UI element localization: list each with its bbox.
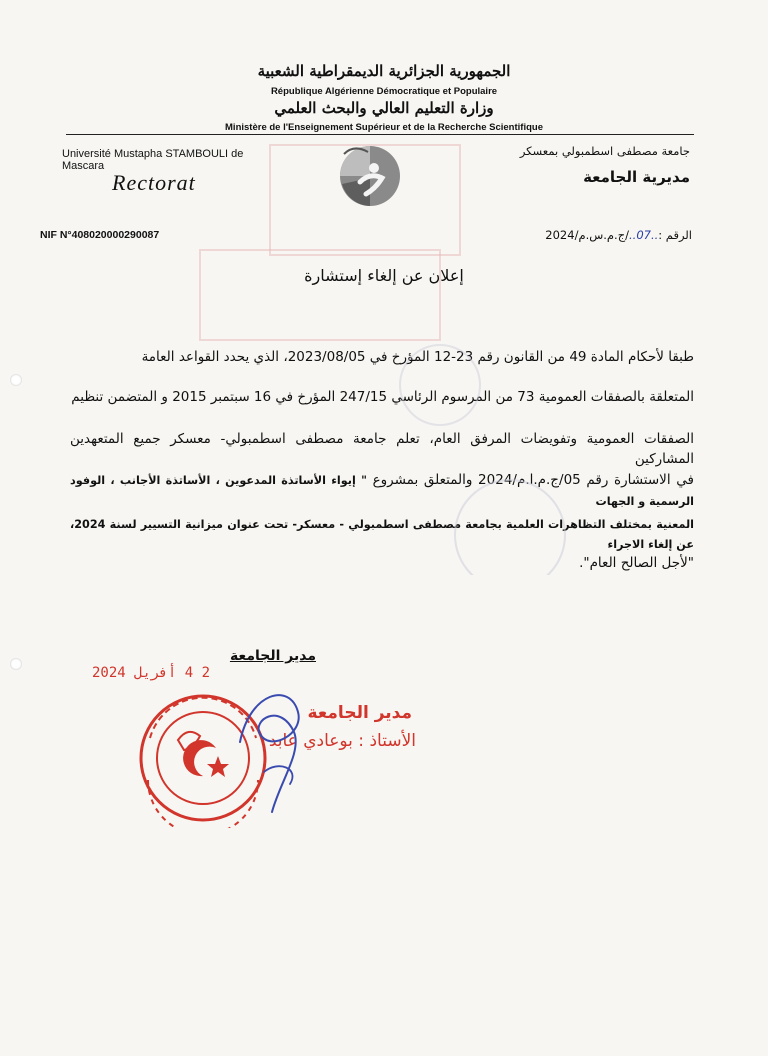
signatory-title: مدير الجامعة — [229, 648, 316, 664]
punch-hole-bottom — [10, 658, 22, 670]
university-name-fr: Université Mustapha STAMBOULI de Mascara — [62, 148, 244, 172]
republic-title-ar: الجمهورية الجزائرية الديمقراطية الشعبية — [257, 62, 511, 80]
body-line-6: "لأجل الصالح العام". — [579, 555, 694, 571]
reference-suffix: /ج.م.س.م/2024 — [545, 228, 629, 242]
date-stamp: 2 4 أفريل 2024 — [92, 665, 211, 681]
stamp-name: الأستاذ : بوعادي عابد — [268, 731, 416, 751]
ministry-title-ar: وزارة التعليم العالي والبحث العلمي — [274, 99, 494, 117]
punch-hole-top — [10, 374, 22, 386]
university-name-ar: جامعة مصطفى اسطمبولي بمعسكر — [519, 144, 690, 158]
stamp-title: مدير الجامعة — [307, 703, 412, 723]
ministry-title-fr: Ministère de l'Enseignement Supérieur et de la Recherche Scientifique — [225, 122, 543, 133]
body-line-2: المتعلقة بالصفقات العمومية 73 من المرسوم الرئاسي 247/15 المؤرخ في 16 سبتمبر 2015 و المتضمن تنظيم — [71, 389, 694, 405]
reference-label: الرقم : — [658, 228, 692, 242]
faint-background-stamps — [180, 135, 580, 575]
body-line-4b: " إيواء الأساتذة المدعوين ، الأساتذة الأجانب ، الوفود الرسمية و الجهات — [70, 474, 694, 508]
reference-handwritten-number: ..07.. — [629, 228, 659, 242]
directorate-label: مديرية الجامعة — [583, 168, 690, 186]
body-line-1: طبقا لأحكام المادة 49 من القانون رقم 23-12 المؤرخ في 2023/08/05، الذي يحدد القواعد العامة — [141, 349, 694, 365]
rectorat-label: Rectorat — [112, 170, 196, 195]
handwritten-signature — [220, 672, 330, 822]
body-line-5: المعنية بمختلف التظاهرات العلمية بجامعة مصطفى اسطمبولي - معسكر- تحت عنوان ميزانية التسيير لسنة 2024، عن إلغاء الاجراء — [70, 518, 694, 551]
body-line-3: الصفقات العمومية وتفويضات المرفق العام، تعلم جامعة مصطفى اسطمبولي- معسكر جميع المتعهدين المشاركين — [70, 431, 694, 467]
body-line-4a: في الاستشارة رقم 05/ج.م.ا.م/2024 والمتعلق بمشروع — [372, 472, 694, 488]
document-title: إعلان عن إلغاء إستشارة — [304, 266, 464, 285]
nif-number: NIF N°408020000290087 — [40, 229, 160, 241]
republic-title-fr: République Algérienne Démocratique et Populaire — [270, 86, 498, 97]
